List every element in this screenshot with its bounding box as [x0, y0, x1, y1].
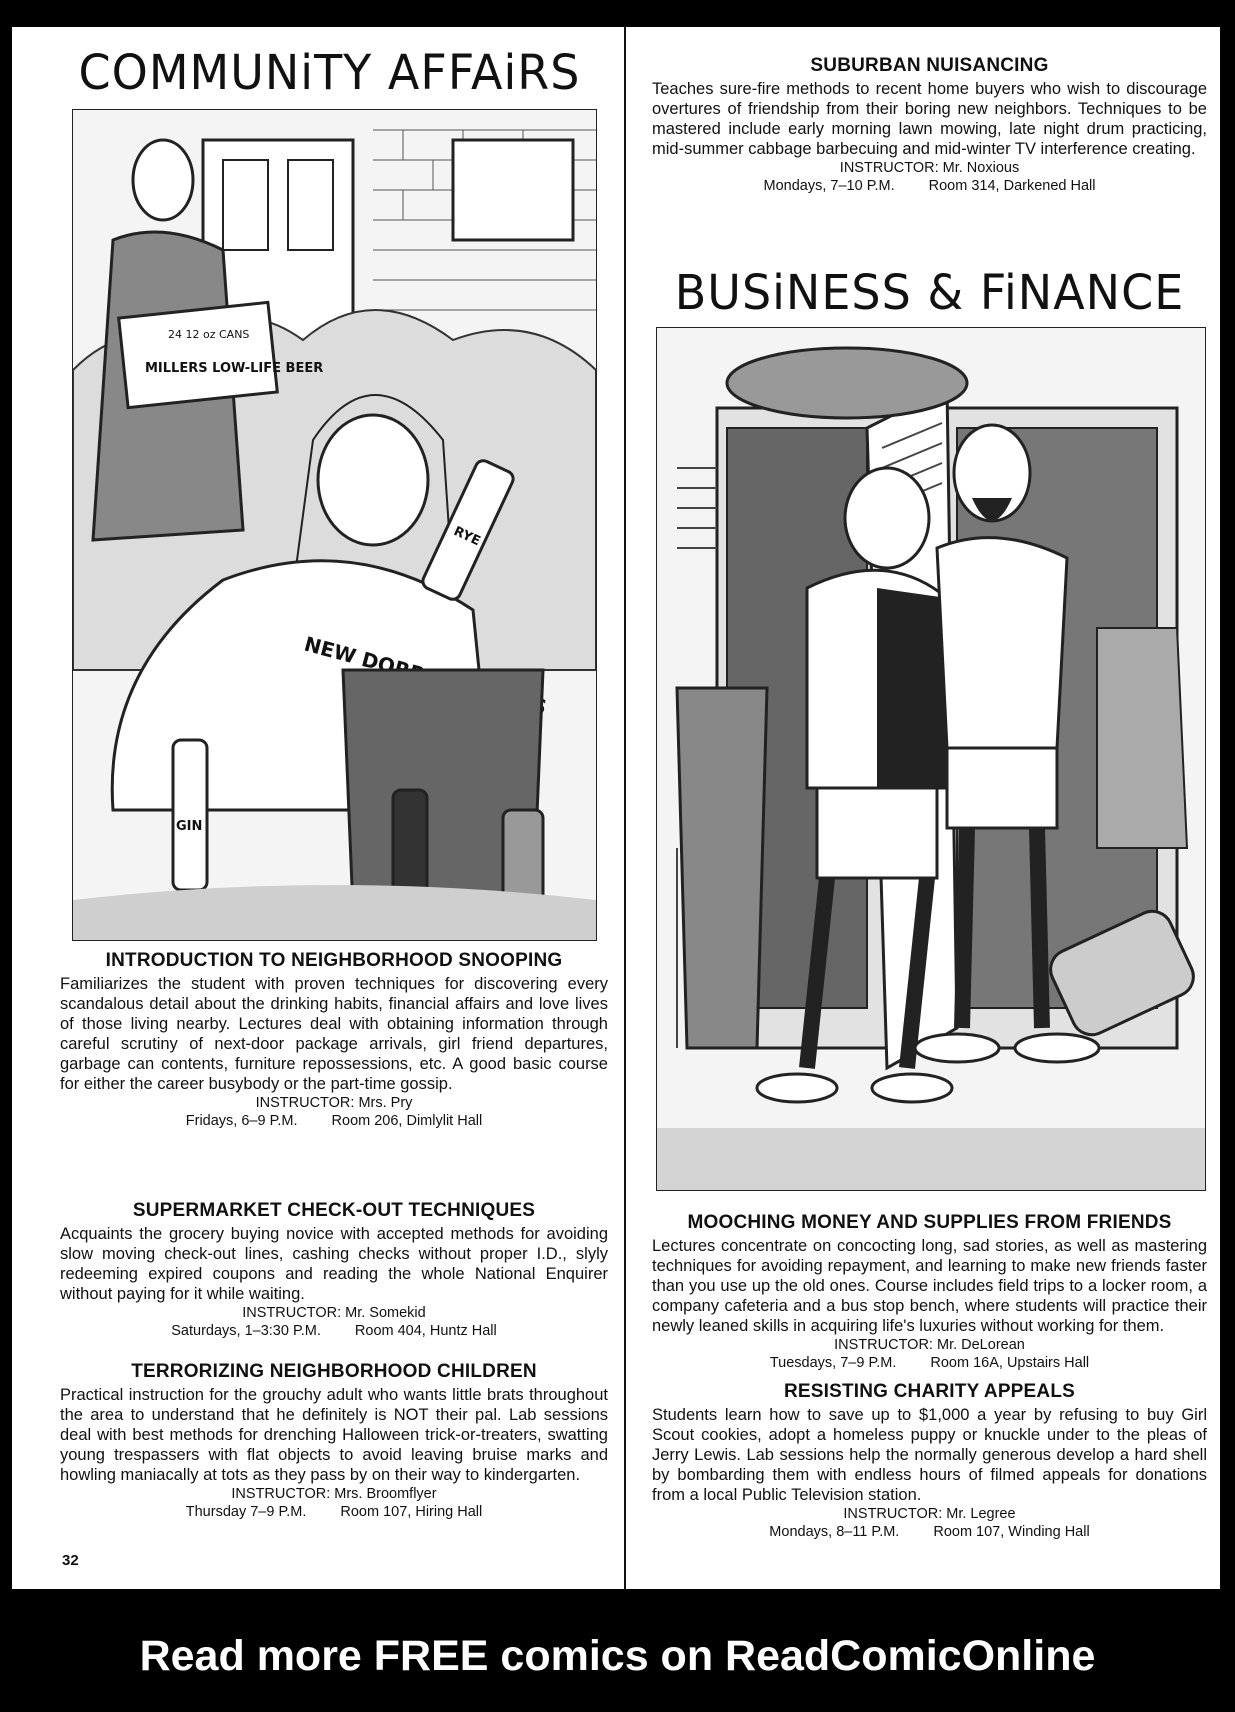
course-schedule: [652, 177, 1207, 195]
course-terrorizing-children: [60, 1361, 608, 1521]
course-schedule: [60, 1322, 608, 1340]
beer-box-label: MILLERS LOW-LIFE BEER: [145, 361, 324, 376]
community-affairs-illustration: [72, 109, 597, 941]
magazine-page: [12, 27, 1220, 1589]
course-resisting-charity: [652, 1381, 1207, 1541]
course-day: Mondays, 7–10 P.M.: [763, 178, 895, 194]
course-supermarket-checkout: [60, 1200, 608, 1340]
course-room: Room 16A, Upstairs Hall: [930, 1355, 1090, 1371]
page-number: 32: [62, 1552, 79, 1569]
shirt-text: NEW DORP: [301, 631, 427, 687]
course-title: TERRORIZING NEIGHBORHOOD CHILDREN: [131, 1361, 537, 1382]
course-room: Room 404, Huntz Hall: [354, 1323, 497, 1339]
course-suburban-nuisancing: [652, 55, 1207, 195]
course-day: Tuesdays, 7–9 P.M.: [769, 1355, 897, 1371]
course-instructor: INSTRUCTOR: Mrs. Pry: [255, 1095, 413, 1111]
course-title: RESISTING CHARITY APPEALS: [783, 1381, 1076, 1402]
promo-banner: Read more FREE comics on ReadComicOnline: [139, 1632, 1096, 1680]
course-instructor: INSTRUCTOR: Mr. DeLorean: [834, 1337, 1025, 1353]
business-finance-illustration: [656, 327, 1206, 1191]
course-instructor: INSTRUCTOR: Mr. Noxious: [839, 160, 1020, 176]
course-schedule: [60, 1112, 608, 1130]
course-neighborhood-snooping: [60, 950, 608, 1130]
course-room: Room 314, Darkened Hall: [928, 178, 1096, 194]
column-divider: [624, 27, 626, 1589]
course-description: Acquaints the grocery buying novice with accepted methods for avoiding slow moving check-out lines, cashing checks without proper I.D., slyly redeeming expired coupons and reading the whole National Enquirer without paying for it while waiting.: [60, 1225, 608, 1303]
course-schedule: [60, 1503, 608, 1521]
course-room: Room 107, Hiring Hall: [340, 1504, 483, 1520]
course-day: Fridays, 6–9 P.M.: [185, 1113, 298, 1129]
course-room: Room 107, Winding Hall: [933, 1524, 1090, 1540]
rye-label: RYE: [451, 524, 483, 550]
course-day: Saturdays, 1–3:30 P.M.: [171, 1323, 321, 1339]
course-mooching-money: [652, 1212, 1207, 1372]
course-instructor: INSTRUCTOR: Mrs. Broomflyer: [231, 1486, 437, 1502]
course-title: SUBURBAN NUISANCING: [810, 55, 1049, 76]
course-day: Mondays, 8–11 P.M.: [769, 1524, 900, 1540]
course-instructor: INSTRUCTOR: Mr. Somekid: [242, 1305, 426, 1321]
gin-label: GIN: [176, 819, 203, 834]
course-title: SUPERMARKET CHECK-OUT TECHNIQUES: [132, 1200, 536, 1221]
course-title: MOOCHING MONEY AND SUPPLIES FROM FRIENDS: [687, 1212, 1172, 1233]
course-description: Students learn how to save up to $1,000 a year by refusing to buy Girl Scout cookies, adopt a homeless puppy or knuckle under to the pleas of Jerry Lewis. Lab sessions help the normally generous develop a hard shell by bombarding them with endless hours of filmed appeals for donations from a local Public Television station.: [652, 1406, 1207, 1504]
course-instructor: INSTRUCTOR: Mr. Legree: [843, 1506, 1016, 1522]
illustration-drawing: [73, 110, 596, 940]
course-description: Teaches sure-fire methods to recent home buyers who wish to discourage overtures of friendship from their boring new neighbors. Techniques to be mastered include early morning lawn mowing, late night drum practicing, mid-summer cabbage barbecuing and mid-winter TV interference creating.: [652, 80, 1207, 158]
course-description: Practical instruction for the grouchy adult who wants little brats throughout the area to understand that he definitely is NOT their pal. Lab sessions deal with best methods for drenching Halloween trick-or-treaters, swatting young trespassers with flat objects to avoid leaving bruise marks and howling maniacally at tots as they pass by on their way to kindergarten.: [60, 1386, 608, 1484]
course-description: Familiarizes the student with proven techniques for discovering every scandalous detail about the drinking habits, financial affairs and love lives of those living nearby. Lectures deal with obtaining information through careful scrutiny of next-door package arrivals, girl friend departures, garbage can contents, furniture repossessions, etc. A good basic course for either the career busybody or the part-time gossip.: [60, 975, 608, 1093]
box-top-label: 24 12 oz CANS: [168, 328, 250, 341]
course-day: Thursday 7–9 P.M.: [185, 1504, 307, 1520]
course-room: Room 206, Dimlylit Hall: [331, 1113, 483, 1129]
course-title: INTRODUCTION TO NEIGHBORHOOD SNOOPING: [105, 950, 563, 971]
course-schedule: [652, 1523, 1207, 1541]
course-description: Lectures concentrate on concocting long, sad stories, as well as mastering techniques for avoiding repayment, and learning to make new friends faster than you use up the old ones. Course includes field trips to a locker room, a company cafeteria and a bus stop bench, where students will practice their newly leaned skills in acquiring life's luxuries without working for them.: [652, 1237, 1207, 1335]
course-schedule: [652, 1354, 1207, 1372]
illustration-drawing: [657, 328, 1205, 1190]
section-title-community-affairs: COMMUNiTY AFFAiRS: [78, 43, 581, 101]
section-title-business-finance: BUSiNESS & FiNANCE: [674, 263, 1185, 321]
